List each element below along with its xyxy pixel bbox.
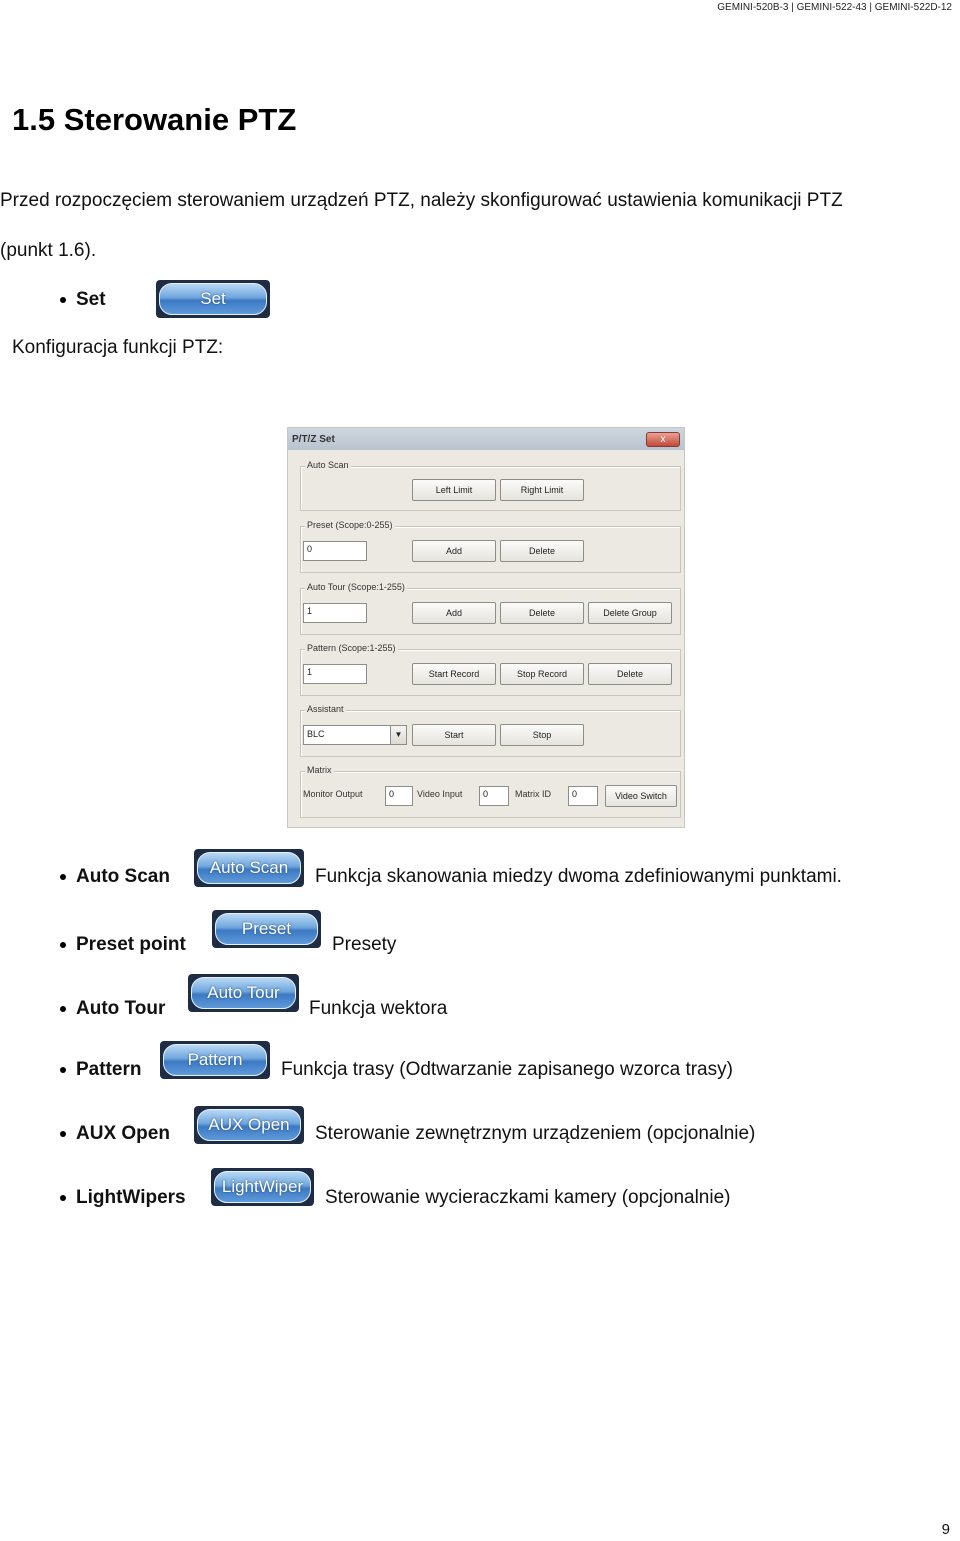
bullet-icon: [60, 297, 66, 303]
page-number: 9: [941, 1521, 950, 1538]
auto-tour-button[interactable]: [188, 974, 299, 1012]
video-input-input[interactable]: 0: [479, 786, 509, 806]
auto-tour-button-label: Auto Tour: [191, 977, 296, 1009]
item-description: Sterowanie wycieraczkami kamery (opcjonalnie): [325, 1187, 731, 1208]
set-label: Set: [76, 289, 106, 310]
preset-input[interactable]: 0: [303, 541, 367, 561]
pattern-delete-button[interactable]: Delete: [588, 663, 672, 685]
item-label: Auto Tour: [76, 998, 166, 1019]
list-item: [60, 1178, 186, 1218]
assistant-select-value: BLC: [307, 729, 325, 739]
list-item: [60, 1050, 141, 1090]
monitor-output-label: Monitor Output: [303, 789, 363, 799]
item-label: Preset point: [76, 934, 186, 955]
preset-delete-button[interactable]: Delete: [500, 540, 584, 562]
auto-tour-input[interactable]: 1: [303, 603, 367, 623]
bullet-icon: [60, 874, 66, 880]
aux-open-button-label: AUX Open: [197, 1109, 301, 1141]
auto-scan-button-label: Auto Scan: [197, 852, 301, 884]
ptz-set-dialog: [287, 427, 685, 828]
item-description: Funkcja trasy (Odtwarzanie zapisanego wzorca trasy): [281, 1059, 733, 1080]
chevron-down-icon[interactable]: ▼: [390, 726, 406, 744]
item-label: Pattern: [76, 1059, 142, 1080]
item-description: Funkcja wektora: [309, 998, 448, 1019]
auto-tour-group-label: Auto Tour (Scope:1-255): [307, 582, 405, 592]
config-caption: Konfiguracja funkcji PTZ:: [12, 337, 224, 358]
pattern-group: [300, 643, 681, 696]
assistant-stop-button[interactable]: Stop: [500, 724, 584, 746]
pattern-input[interactable]: 1: [303, 664, 367, 684]
matrix-group: [300, 765, 681, 818]
intro-text-line2: (punkt 1.6).: [0, 240, 97, 261]
assistant-group-label: Assistant: [307, 704, 344, 714]
list-item: [60, 925, 186, 965]
aux-open-button[interactable]: [194, 1106, 304, 1144]
preset-group: [300, 520, 681, 573]
matrix-group-label: Matrix: [307, 765, 332, 775]
bullet-icon: [60, 1195, 66, 1201]
item-label: Auto Scan: [76, 866, 170, 887]
pattern-button[interactable]: [160, 1041, 270, 1079]
list-item: [60, 1114, 170, 1154]
dialog-titlebar: [288, 428, 684, 450]
auto-tour-group: [300, 582, 681, 635]
left-limit-button[interactable]: Left Limit: [412, 479, 496, 501]
item-description: Funkcja skanowania miedzy dwoma zdefiniowanymi punktami.: [315, 866, 842, 887]
preset-button-label: Preset: [215, 913, 318, 945]
assistant-start-button[interactable]: Start: [412, 724, 496, 746]
delete-group-button[interactable]: Delete Group: [588, 602, 672, 624]
close-icon[interactable]: x: [646, 432, 680, 447]
preset-button[interactable]: [212, 910, 321, 948]
auto-scan-group: [300, 460, 681, 511]
monitor-output-input[interactable]: 0: [385, 786, 413, 806]
bullet-icon: [60, 942, 66, 948]
item-label: AUX Open: [76, 1123, 170, 1144]
video-input-label: Video Input: [417, 789, 463, 799]
assistant-select[interactable]: [303, 725, 407, 745]
bullet-icon: [60, 1006, 66, 1012]
set-bullet: [60, 280, 106, 320]
auto-scan-button[interactable]: [194, 849, 304, 887]
pattern-button-label: Pattern: [163, 1044, 267, 1076]
lightwiper-button-label: LightWiper: [214, 1171, 311, 1203]
auto-tour-delete-button[interactable]: Delete: [500, 602, 584, 624]
preset-group-label: Preset (Scope:0-255): [307, 520, 393, 530]
set-button[interactable]: [156, 280, 270, 318]
video-switch-button[interactable]: Video Switch: [605, 785, 677, 807]
auto-scan-group-label: Auto Scan: [307, 460, 349, 470]
item-description: Sterowanie zewnętrznym urządzeniem (opcjonalnie): [315, 1123, 756, 1144]
set-button-label: Set: [159, 283, 267, 315]
item-description: Presety: [332, 934, 397, 955]
bullet-icon: [60, 1131, 66, 1137]
matrix-id-label: Matrix ID: [515, 789, 551, 799]
start-record-button[interactable]: Start Record: [412, 663, 496, 685]
pattern-group-label: Pattern (Scope:1-255): [307, 643, 396, 653]
stop-record-button[interactable]: Stop Record: [500, 663, 584, 685]
bullet-icon: [60, 1067, 66, 1073]
list-item: [60, 989, 165, 1029]
auto-tour-add-button[interactable]: Add: [412, 602, 496, 624]
preset-add-button[interactable]: Add: [412, 540, 496, 562]
list-item: [60, 857, 170, 897]
right-limit-button[interactable]: Right Limit: [500, 479, 584, 501]
matrix-id-input[interactable]: 0: [568, 786, 598, 806]
assistant-group: [300, 704, 681, 757]
section-heading: 1.5 Sterowanie PTZ: [12, 102, 297, 137]
intro-text-line1: Przed rozpoczęciem sterowaniem urządzeń PTZ, należy skonfigurować ustawienia komunikacji PTZ: [0, 190, 843, 211]
page-header: GEMINI-520B-3 | GEMINI-522-43 | GEMINI-522D-12: [717, 2, 952, 13]
lightwiper-button[interactable]: [211, 1168, 314, 1206]
item-label: LightWipers: [76, 1187, 186, 1208]
dialog-title: P/T/Z Set: [292, 433, 335, 445]
